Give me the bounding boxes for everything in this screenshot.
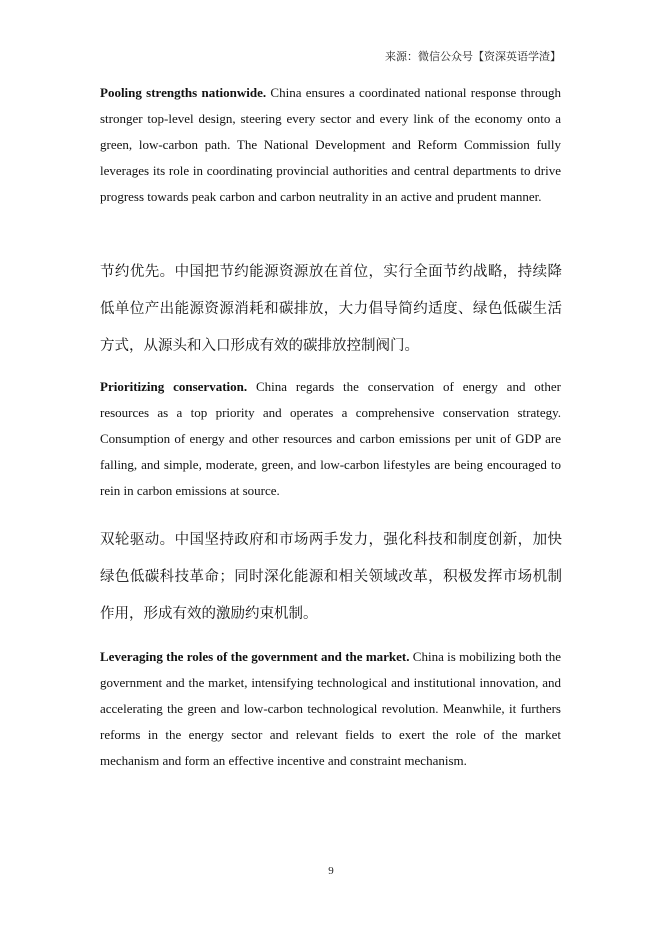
paragraph-pooling-strengths [100, 80, 561, 210]
paragraph-dual-drive-zh: 双轮驱动。中国坚持政府和市场两手发力，强化科技和制度创新，加快绿色低碳科技革命；同时深化能源和相关领域改革，积极发挥市场机制作用，形成有效的激励约束机制。 [100, 532, 562, 622]
paragraph-government-and-market [100, 644, 561, 774]
paragraph-body: China is mobilizing both the government and the market, intensifying technological and institutional innovation, and accelerating the green and low-carbon technological revolution. Meanwhile, it furthers reforms in the energy sector and relevant fields to exert the role of the market mechanism and form an effective incentive and constraint mechanism. [100, 649, 561, 768]
paragraph-lead: Prioritizing conservation. [100, 379, 248, 394]
source-attribution: 来源：微信公众号【资深英语学渣】 [385, 50, 561, 63]
paragraph-lead: Pooling strengths nationwide. [100, 85, 267, 100]
page-number: 9 [328, 865, 334, 877]
paragraph-body: China ensures a coordinated national response through stronger top-level design, steering every sector and every link of the economy onto a green, low-carbon path. The National Development and Reform Commission fully leverages its role in coordinating provincial authorities and central departments to drive progress towards peak carbon and carbon neutrality in an active and prudent manner. [100, 85, 562, 204]
paragraph-prioritizing-conservation [100, 374, 561, 504]
paragraph-body: China regards the conservation of energy and other resources as a top priority and operates a comprehensive conservation strategy. Consumption of energy and other resources and carbon emissions per unit of GDP are falling, and simple, moderate, green, and low-carbon lifestyles are being encouraged to rein in carbon emissions at source. [100, 379, 562, 498]
paragraph-conservation-zh: 节约优先。中国把节约能源资源放在首位，实行全面节约战略，持续降低单位产出能源资源消耗和碳排放，大力倡导简约适度、绿色低碳生活方式，从源头和入口形成有效的碳排放控制阀门。 [100, 264, 562, 354]
paragraph-lead: Leveraging the roles of the government and the market. [100, 649, 410, 664]
